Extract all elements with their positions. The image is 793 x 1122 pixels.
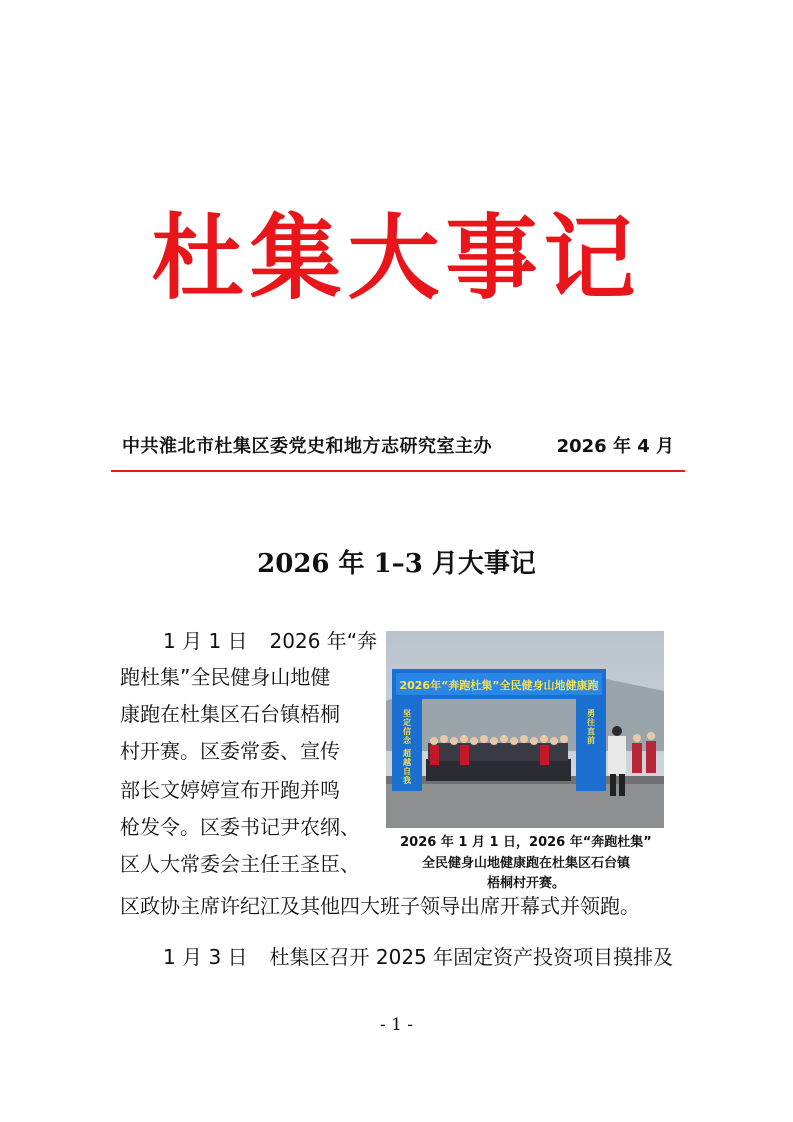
entry-paragraph-line: 枪发令。区委书记尹农纲、 <box>120 815 360 839</box>
entry-paragraph-line: 村开赛。区委常委、宣传 <box>120 739 340 763</box>
entry-paragraph-line: 区人大常委会主任王圣臣、 <box>120 852 360 876</box>
entry-paragraph-line: 康跑在杜集区石台镇梧桐 <box>120 702 340 726</box>
entry-date: 1 月 1 日 <box>163 629 248 653</box>
entry-paragraph-line: 部长文婷婷宣布开跑并鸣 <box>120 778 340 802</box>
photo-caption-line: 2026 年 1 月 1 日，2026 年“奔跑杜集” <box>400 835 652 850</box>
entry-text: 2026 年“奔 <box>269 629 378 653</box>
event-photo <box>386 631 664 828</box>
entry-date: 1 月 3 日 <box>163 945 248 969</box>
entry-paragraph-line <box>163 631 377 651</box>
entry-paragraph-line <box>163 947 673 967</box>
arch-banner-text: 2026年“奔跑杜集”全民健身山地健康跑 <box>399 679 599 692</box>
entry-paragraph-line: 区政协主席许纪江及其他四大班子领导出席开幕式并领跑。 <box>120 894 640 918</box>
issue-date: 2026 年 4 月 <box>556 436 674 457</box>
masthead-title: 杜集大事记 <box>151 204 642 312</box>
photo-caption-line: 全民健身山地健康跑在杜集区石台镇 <box>421 856 630 871</box>
sponsor-line: 中共淮北市杜集区委党史和地方志研究室主办 <box>122 436 492 457</box>
header-divider <box>111 470 685 472</box>
entry-paragraph-line: 跑杜集”全民健身山地健 <box>120 665 331 689</box>
document-title: 2026 年 1–3 月大事记 <box>257 549 536 579</box>
arch-right-pillar-text: 勇往直前 <box>586 709 596 745</box>
photo-caption-line: 梧桐村开赛。 <box>486 876 565 891</box>
arch-left-pillar-text: 坚定信念 超越自我 <box>402 709 412 785</box>
entry-text: 杜集区召开 2025 年固定资产投资项目摸排及 <box>269 945 674 969</box>
page-number: - 1 - <box>379 1015 414 1035</box>
